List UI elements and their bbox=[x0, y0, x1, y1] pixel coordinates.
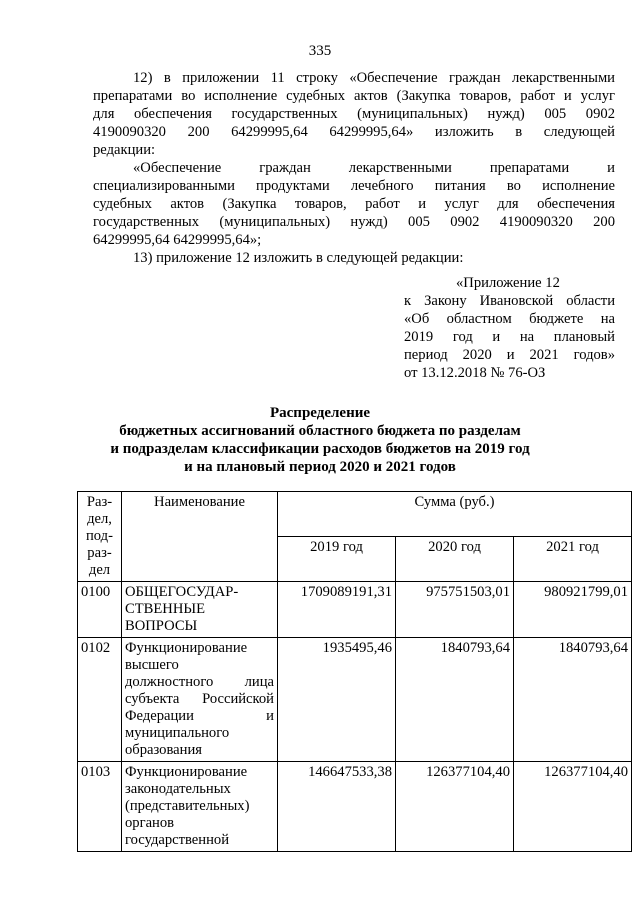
row-code: 0102 bbox=[78, 638, 122, 762]
quote-line: специализированными продуктами лечебного питания во исполнение bbox=[93, 178, 615, 194]
title-line: Распределение bbox=[269, 405, 371, 421]
appendix-line: к Закону Ивановской области bbox=[404, 293, 615, 309]
quote-line: судебных актов (Закупка товаров, работ и услуг для обеспечения bbox=[93, 196, 615, 212]
row-code: 0103 bbox=[78, 762, 122, 852]
row-value-2021: 1840793,64 bbox=[514, 638, 632, 762]
title-line: бюджетных ассигнований областного бюджета по разделам bbox=[119, 423, 521, 439]
quote-line: «Обеспечение граждан лекарственными препаратами и bbox=[133, 160, 615, 176]
header-year: 2019 год bbox=[278, 537, 396, 582]
row-name: Функционирование высшего должностного лица субъекта Российской Федерации и муниципального образования bbox=[122, 638, 278, 762]
paragraph-13: 13) приложение 12 изложить в следующей редакции: bbox=[133, 250, 464, 266]
appendix-line: «Об областном бюджете на bbox=[404, 311, 615, 327]
table-header-row bbox=[78, 492, 632, 537]
paragraph-line: редакции: bbox=[93, 142, 156, 158]
table-row bbox=[78, 762, 632, 852]
appendix-line: «Приложение 12 bbox=[456, 275, 560, 291]
header-name: Наименование bbox=[122, 492, 278, 582]
table-title bbox=[0, 404, 640, 476]
row-value-2021: 126377104,40 bbox=[514, 762, 632, 852]
row-value-2019: 1935495,46 bbox=[278, 638, 396, 762]
budget-table bbox=[77, 491, 632, 852]
row-value-2020: 126377104,40 bbox=[396, 762, 514, 852]
paragraph-line: 4190090320 200 64299995,64 64299995,64» изложить в следующей bbox=[93, 124, 615, 140]
paragraph-line: для обеспечения государственных (муниципальных) нужд) 005 0902 bbox=[93, 106, 615, 122]
header-year: 2020 год bbox=[396, 537, 514, 582]
appendix-line: 2019 год и на плановый bbox=[404, 329, 615, 345]
row-name: ОБЩЕГОСУДАР- СТВЕННЫЕ ВОПРОСЫ bbox=[122, 582, 278, 638]
row-value-2020: 1840793,64 bbox=[396, 638, 514, 762]
title-line: и подразделам классификации расходов бюджетов на 2019 год bbox=[110, 441, 530, 457]
page-number: 335 bbox=[308, 43, 332, 59]
table-row bbox=[78, 582, 632, 638]
body-text bbox=[93, 69, 615, 267]
table-row bbox=[78, 638, 632, 762]
paragraph-line: 12) в приложении 11 строку «Обеспечение граждан лекарственными bbox=[133, 70, 615, 86]
appendix-line: период 2020 и 2021 годов» bbox=[404, 347, 615, 363]
quote-line: государственных (муниципальных) нужд) 005 0902 4190090320 200 bbox=[93, 214, 615, 230]
header-code: Раз- дел, под- раз- дел bbox=[78, 492, 122, 582]
header-sum: Сумма (руб.) bbox=[278, 492, 632, 537]
row-name: Функционирование законодательных (представительных) органов государственной bbox=[122, 762, 278, 852]
row-value-2020: 975751503,01 bbox=[396, 582, 514, 638]
row-value-2019: 1709089191,31 bbox=[278, 582, 396, 638]
header-year: 2021 год bbox=[514, 537, 632, 582]
appendix-line: от 13.12.2018 № 76-ОЗ bbox=[404, 365, 546, 381]
appendix-reference bbox=[404, 274, 615, 382]
quote-line: 64299995,64 64299995,64»; bbox=[93, 232, 262, 248]
row-value-2019: 146647533,38 bbox=[278, 762, 396, 852]
paragraph-line: препаратами во исполнение судебных актов (Закупка товаров, работ и услуг bbox=[93, 88, 615, 104]
title-line: и на плановый период 2020 и 2021 годов bbox=[184, 459, 456, 475]
row-value-2021: 980921799,01 bbox=[514, 582, 632, 638]
row-code: 0100 bbox=[78, 582, 122, 638]
